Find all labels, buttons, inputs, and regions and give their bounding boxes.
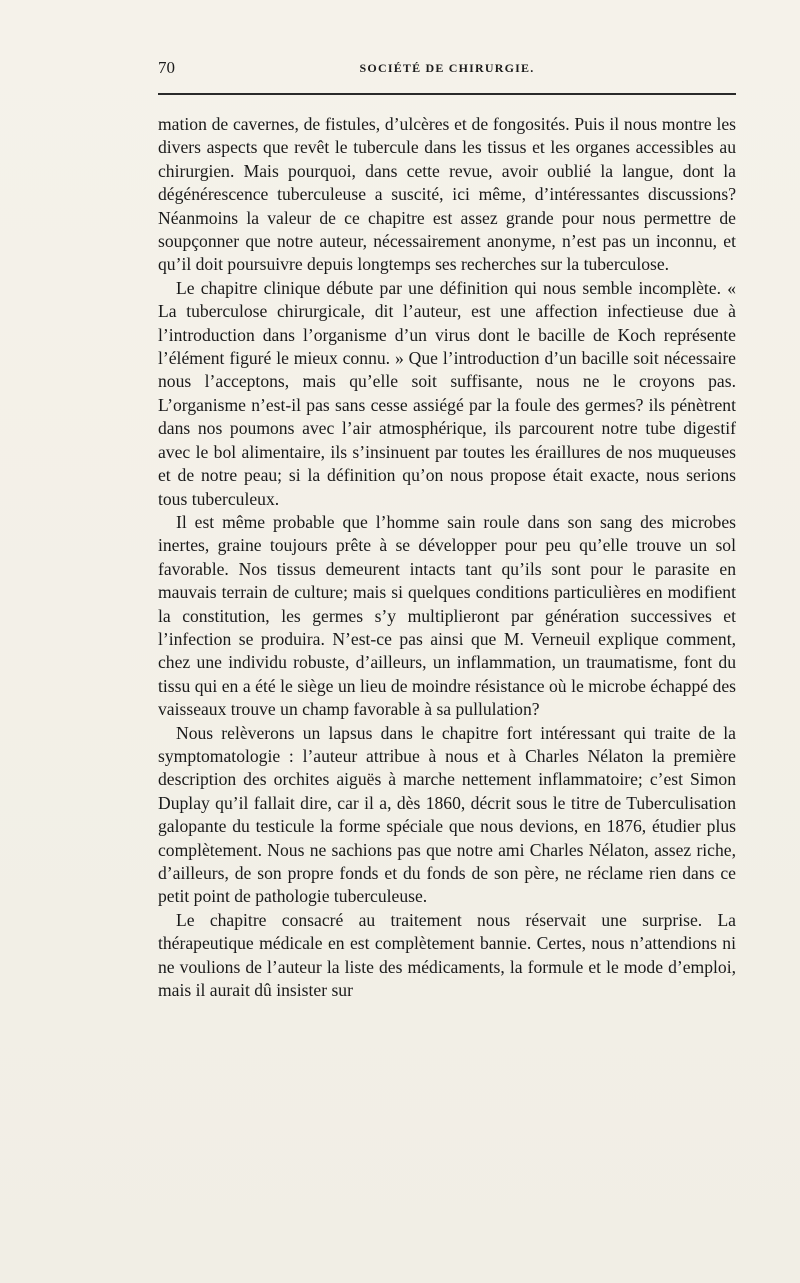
paragraph: Nous relèverons un lapsus dans le chapitre fort intéressant qui traite de la symptomatologie : l’auteur attribue à nous et à Charles Nélaton la première description des orchites aiguës à marche nettement inflammatoire; c’est Simon Duplay qu’il fallait dire, car il a, dès 1860, décrit sous le titre de Tuberculisation galopante du testicule la forme spéciale que nous devions, en 1876, étudier plus complètement. Nous ne sachions pas que notre ami Charles Nélaton, assez riche, d’ailleurs, de son propre fonds et du fonds de son père, ne réclame rien dans ce petit point de pathologie tuberculeuse. xyxy=(158,722,736,907)
page-header xyxy=(158,58,736,84)
paragraph: Le chapitre consacré au traitement nous réservait une surprise. La thérapeutique médicale en est complètement bannie. Certes, nous n’attendions ni ne voulions de l’auteur la liste des médicaments, la formule et le mode d’emploi, mais il aurait dû insister sur xyxy=(158,909,736,1001)
header-rule xyxy=(158,93,736,95)
paragraph: Il est même probable que l’homme sain roule dans son sang des microbes inertes, graine toujours prête à se développer pour peu qu’elle trouve un sol favorable. Nos tissus demeurent intacts tant qu’ils sont pour le parasite en mauvais terrain de culture; mais si quelques conditions particulières en modifient la constitution, les germes s’y multiplieront par génération successives et l’infection se produira. N’est-ce pas ainsi que M. Verneuil explique comment, chez une individu robuste, d’ailleurs, un inflammation, un traumatisme, font du tissu qui en a été le siège un lieu de moindre résistance où le microbe échappé des vaisseaux trouve un champ favorable à sa pullulation? xyxy=(158,511,736,720)
paragraph: mation de cavernes, de fistules, d’ulcères et de fongosités. Puis il nous montre les divers aspects que revêt le tubercule dans les tissus et les organes accessibles au chirurgien. Mais pourquoi, dans cette revue, avoir oublié la langue, dont la dégénérescence tuberculeuse a suscité, ici même, d’intéressantes discussions? Néanmoins la valeur de ce chapitre est assez grande pour nous permettre de soupçonner que notre auteur, nécessairement anonyme, n’est pas un inconnu, et qu’il doit poursuivre depuis longtemps ses recherches sur la tuberculose. xyxy=(158,114,736,275)
body-text xyxy=(158,113,736,1002)
page-number: 70 xyxy=(158,58,175,77)
running-head: SOCIÉTÉ DE CHIRURGIE. xyxy=(359,61,535,75)
paragraph: Le chapitre clinique débute par une définition qui nous semble incomplète. « La tuberculose chirurgicale, dit l’auteur, est une affection infectieuse due à l’introduction dans l’organisme d’un virus dont le bacille de Koch représente l’élément figuré le mieux connu. » Que l’introduction d’un bacille soit nécessaire nous l’acceptons, mais qu’elle soit suffisante, nous ne le croyons pas. L’organisme n’est-il pas sans cesse assiégé par la foule des germes? ils pénètrent dans nos poumons avec l’air atmosphérique, ils parcourent notre tube digestif avec le bol alimentaire, ils s’insinuent par toutes les éraillures de nos muqueuses et de notre peau; si la définition qu’on nous propose était exacte, nous serions tous tuberculeux. xyxy=(158,277,736,509)
